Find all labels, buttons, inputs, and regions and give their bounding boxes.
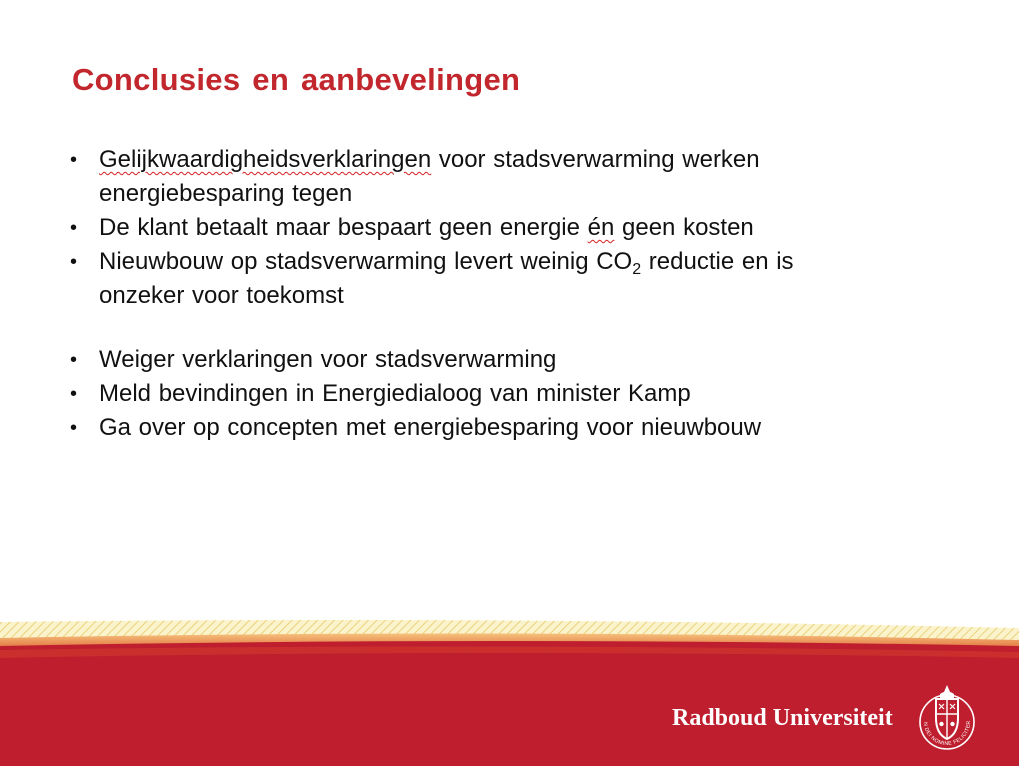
bullet-icon: •	[70, 149, 78, 171]
misspelled-word: én	[587, 214, 615, 241]
bullet-text: Meld bevindingen in Energiedialoog van minister Kamp	[99, 380, 691, 407]
bullet-text-line2: onzeker voor toekomst	[99, 282, 344, 309]
footer-band-graphic	[0, 606, 1019, 766]
slide-title: Conclusies en aanbevelingen	[72, 62, 521, 97]
bullet-icon: •	[70, 251, 78, 273]
list-item	[68, 143, 948, 211]
list-item	[68, 343, 948, 377]
list-item	[68, 411, 948, 445]
bullet-icon: •	[70, 217, 78, 239]
misspelled-word: Gelijkwaardigheidsverklaringen	[99, 146, 432, 173]
list-item	[68, 377, 948, 411]
university-logo-text: Radboud Universiteit	[672, 705, 893, 731]
list-item	[68, 211, 948, 245]
svg-text:IN DEI NOMINE FELICITER: N DEI NOMINE FELICITER	[921, 720, 973, 748]
bullet-icon: •	[70, 417, 78, 439]
university-seal-icon	[914, 682, 980, 756]
list-item	[68, 245, 948, 313]
bullet-text: Ga over op concepten met energiebesparing voor nieuwbouw	[99, 414, 762, 441]
bullet-text: Nieuwbouw op stadsverwarming levert weinig CO	[99, 248, 633, 275]
bullet-text: De klant betaalt maar bespaart geen energie	[99, 214, 588, 241]
bullet-text: voor stadsverwarming werken	[431, 146, 760, 173]
bullet-text-end: reductie en is	[641, 248, 794, 275]
bullet-text-line2: energiebesparing tegen	[99, 180, 353, 207]
red-band	[0, 641, 1019, 766]
conclusions-list	[68, 143, 948, 313]
co2-subscript: 2	[632, 261, 642, 278]
bullet-text: Weiger verklaringen voor stadsverwarming	[99, 346, 557, 373]
bullet-text-end: geen kosten	[614, 214, 754, 241]
bullet-icon: •	[70, 383, 78, 405]
bullet-icon: •	[70, 349, 78, 371]
footer-band	[0, 606, 1019, 766]
recommendations-list	[68, 343, 948, 445]
